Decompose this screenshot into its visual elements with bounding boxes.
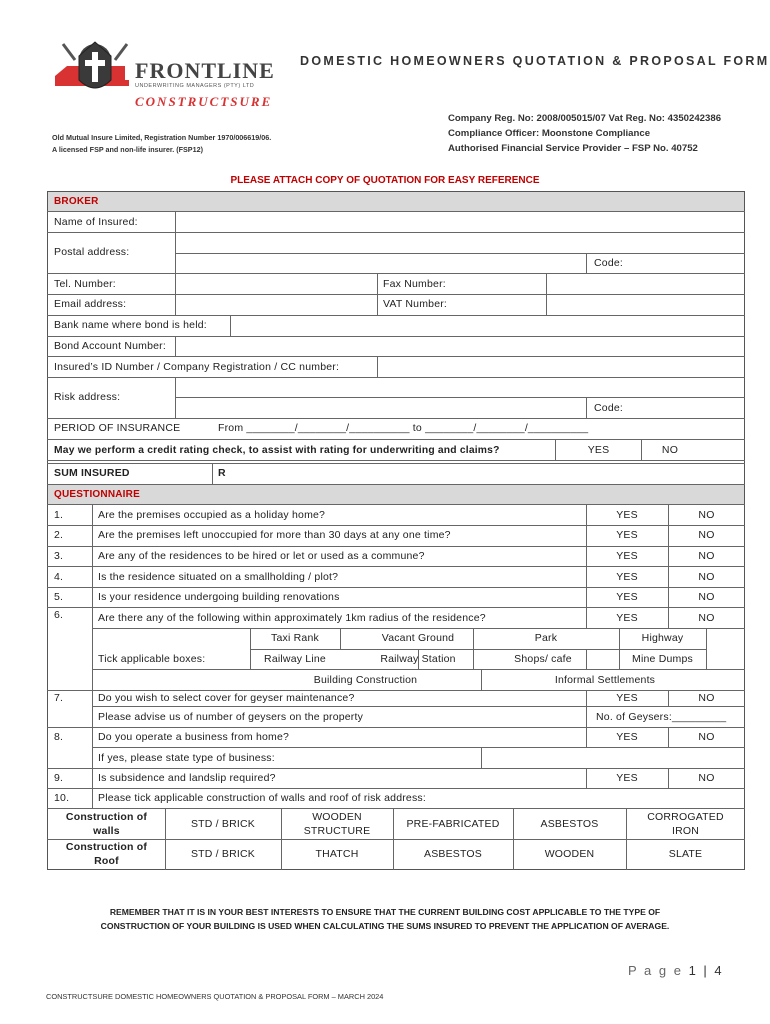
postal-address-label: Postal address: bbox=[54, 246, 130, 258]
walls-corrugated-line1[interactable]: CORROGATED bbox=[647, 811, 724, 823]
business-type-label: If yes, please state type of business: bbox=[98, 752, 275, 764]
credit-check-question: May we perform a credit rating check, to assist with rating for underwriting and claims? bbox=[54, 445, 500, 456]
insurer-reg-line: Old Mutual Insure Limited, Registration Number 1970/006619/06. bbox=[52, 133, 272, 142]
q5-no[interactable]: NO bbox=[698, 591, 715, 603]
tick-taxi-rank[interactable]: Taxi Rank bbox=[271, 632, 319, 644]
q4-number: 4. bbox=[54, 571, 64, 583]
q8-no[interactable]: NO bbox=[698, 731, 715, 743]
q7-yes[interactable]: YES bbox=[616, 692, 638, 704]
q8-number: 8. bbox=[54, 731, 64, 743]
insurer-fsp-line: A licensed FSP and non-life insurer. (FSP12) bbox=[52, 145, 203, 154]
walls-wooden-line2[interactable]: STRUCTURE bbox=[303, 825, 371, 837]
company-logo bbox=[55, 38, 275, 116]
risk-code-label: Code: bbox=[594, 402, 624, 414]
sum-insured-currency: R bbox=[218, 467, 226, 479]
tick-vacant-ground[interactable]: Vacant Ground bbox=[381, 632, 455, 644]
q4-yes[interactable]: YES bbox=[616, 571, 638, 583]
footer-form-ref: CONSTRUCTSURE DOMESTIC HOMEOWNERS QUOTATION & PROPOSAL FORM – MARCH 2024 bbox=[46, 992, 384, 1001]
page-prefix: P a g e bbox=[628, 963, 683, 978]
compliance-officer-line: Compliance Officer: Moonstone Compliance bbox=[448, 128, 651, 139]
tick-park[interactable]: Park bbox=[534, 632, 558, 644]
walls-std-brick[interactable]: STD / BRICK bbox=[190, 818, 256, 830]
tick-highway[interactable]: Highway bbox=[641, 632, 684, 644]
tick-label: Tick applicable boxes: bbox=[98, 653, 206, 665]
vat-label: VAT Number: bbox=[383, 298, 448, 310]
walls-wooden-line1[interactable]: WOODEN bbox=[312, 811, 362, 823]
walls-corrugated-line2[interactable]: IRON bbox=[671, 825, 700, 837]
footer-note-line1: REMEMBER THAT IT IS IN YOUR BEST INTERESTS TO ENSURE THAT THE CURRENT BUILDING COST APPLICABLE TO THE TYPE OF bbox=[109, 907, 661, 917]
tick-building-construction[interactable]: Building Construction bbox=[313, 674, 418, 686]
q4-text: Is the residence situated on a smallholding / plot? bbox=[98, 571, 339, 583]
q2-no[interactable]: NO bbox=[698, 529, 715, 541]
roof-slate[interactable]: SLATE bbox=[668, 848, 703, 860]
q5-number: 5. bbox=[54, 591, 64, 603]
q3-no[interactable]: NO bbox=[698, 550, 715, 562]
document-title: DOMESTIC HOMEOWNERS QUOTATION & PROPOSAL FORM bbox=[300, 54, 770, 68]
roof-label-line1: Construction of bbox=[65, 841, 148, 853]
walls-label-line1: Construction of bbox=[65, 811, 148, 823]
tel-label: Tel. Number: bbox=[54, 278, 116, 290]
q7-no[interactable]: NO bbox=[698, 692, 715, 704]
walls-label-line2: walls bbox=[93, 825, 120, 837]
tick-railway-line[interactable]: Railway Line bbox=[264, 653, 326, 665]
bond-label: Bond Account Number: bbox=[54, 340, 166, 352]
broker-heading: BROKER bbox=[54, 196, 99, 207]
logo-tagline: UNDERWRITING MANAGERS (PTY) LTD bbox=[135, 83, 255, 89]
roof-thatch[interactable]: THATCH bbox=[315, 848, 359, 860]
postal-code-label: Code: bbox=[594, 257, 624, 269]
roof-std-brick[interactable]: STD / BRICK bbox=[190, 848, 256, 860]
q2-number: 2. bbox=[54, 529, 64, 541]
q9-no[interactable]: NO bbox=[698, 772, 715, 784]
q1-text: Are the premises occupied as a holiday home? bbox=[98, 509, 326, 521]
q10-number: 10. bbox=[54, 792, 70, 804]
q5-text: Is your residence undergoing building renovations bbox=[98, 591, 340, 603]
questionnaire-heading: QUESTIONNAIRE bbox=[54, 489, 140, 500]
questionnaire-header-bar bbox=[48, 484, 744, 504]
roof-asbestos[interactable]: ASBESTOS bbox=[423, 848, 482, 860]
roof-wooden[interactable]: WOODEN bbox=[544, 848, 595, 860]
period-dates: From ________/________/__________ to ________/________/__________ bbox=[218, 422, 589, 434]
company-reg-line: Company Reg. No: 2008/005015/07 Vat Reg. No: 4350242386 bbox=[448, 113, 722, 124]
q9-text: Is subsidence and landslip required? bbox=[98, 772, 276, 784]
fsp-line: Authorised Financial Service Provider – FSP No. 40752 bbox=[448, 143, 698, 154]
sum-insured-label: SUM INSURED bbox=[54, 467, 130, 479]
tick-shops-cafe[interactable]: Shops/ cafe bbox=[514, 653, 572, 665]
q1-no[interactable]: NO bbox=[698, 509, 715, 521]
q5-yes[interactable]: YES bbox=[616, 591, 638, 603]
risk-address-label: Risk address: bbox=[54, 391, 121, 403]
q9-yes[interactable]: YES bbox=[616, 772, 638, 784]
attach-note: PLEASE ATTACH COPY OF QUOTATION FOR EASY REFERENCE bbox=[230, 175, 540, 186]
q6-text: Are there any of the following within approximately 1km radius of the residence? bbox=[98, 612, 486, 624]
q4-no[interactable]: NO bbox=[698, 571, 715, 583]
credit-check-no[interactable]: NO bbox=[661, 444, 679, 456]
q1-yes[interactable]: YES bbox=[616, 509, 638, 521]
broker-header-bar bbox=[48, 192, 744, 211]
insurer-info bbox=[52, 132, 271, 156]
q1-number: 1. bbox=[54, 509, 64, 521]
page-current: 1 | 4 bbox=[688, 963, 724, 978]
q8-text: Do you operate a business from home? bbox=[98, 731, 290, 743]
q6-yes[interactable]: YES bbox=[616, 612, 638, 624]
q3-text: Are any of the residences to be hired or let or used as a commune? bbox=[98, 550, 425, 562]
q2-yes[interactable]: YES bbox=[616, 529, 638, 541]
logo-sub: CONSTRUCTSURE bbox=[135, 94, 273, 109]
footer-note bbox=[40, 905, 730, 933]
credit-check-yes[interactable]: YES bbox=[587, 444, 610, 456]
q3-yes[interactable]: YES bbox=[616, 550, 638, 562]
q7-number: 7. bbox=[54, 692, 64, 704]
tick-mine-dumps[interactable]: Mine Dumps bbox=[632, 653, 693, 665]
tick-informal-settlements[interactable]: Informal Settlements bbox=[554, 674, 656, 686]
roof-label-line2: Roof bbox=[94, 855, 119, 867]
geyser-count-field[interactable]: No. of Geysers:_________ bbox=[596, 711, 727, 723]
logo-name: FRONTLINE bbox=[135, 58, 275, 83]
q6-no[interactable]: NO bbox=[698, 612, 715, 624]
geyser-count-text: Please advise us of number of geysers on the property bbox=[98, 711, 364, 723]
q8-yes[interactable]: YES bbox=[616, 731, 638, 743]
tick-railway-station[interactable]: Railway Station bbox=[380, 653, 456, 665]
fax-label: Fax Number: bbox=[383, 278, 446, 290]
email-label: Email address: bbox=[54, 298, 127, 310]
footer-note-line2: CONSTRUCTION OF YOUR BUILDING IS USED WHEN CALCULATING THE SUMS INSURED TO PREVENT THE APPLICATION OF AVERAGE. bbox=[100, 921, 670, 931]
name-of-insured-label: Name of Insured: bbox=[54, 216, 138, 228]
walls-asbestos[interactable]: ASBESTOS bbox=[540, 818, 599, 830]
walls-prefab[interactable]: PRE-FABRICATED bbox=[406, 818, 500, 830]
period-label: PERIOD OF INSURANCE bbox=[54, 422, 181, 434]
id-number-label: Insured’s ID Number / Company Registration / CC number: bbox=[54, 361, 340, 373]
q10-text: Please tick applicable construction of walls and roof of risk address: bbox=[98, 792, 426, 804]
company-info bbox=[448, 111, 721, 156]
q6-number: 6. bbox=[54, 609, 64, 621]
q7-text: Do you wish to select cover for geyser maintenance? bbox=[98, 692, 355, 704]
q3-number: 3. bbox=[54, 550, 64, 562]
q9-number: 9. bbox=[54, 772, 64, 784]
q2-text: Are the premises left unoccupied for more than 30 days at any one time? bbox=[98, 529, 451, 541]
page-number bbox=[628, 963, 724, 978]
bank-label: Bank name where bond is held: bbox=[54, 319, 207, 331]
